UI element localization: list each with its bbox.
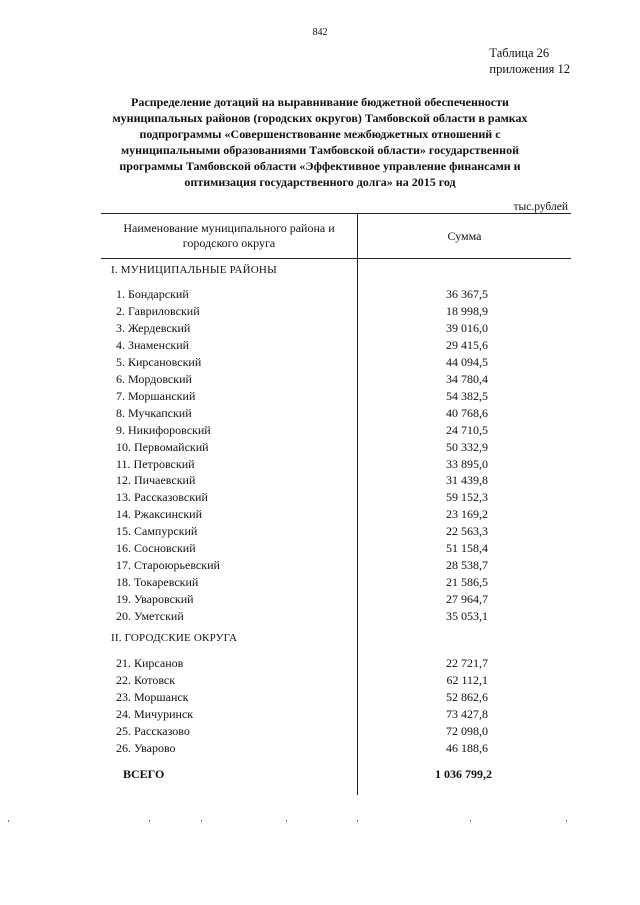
row-value: 54 382,5 [446,389,488,403]
title-line: муниципальными образованиями Тамбовской области» государственной [120,143,519,157]
row-value: 35 053,1 [446,609,488,623]
row-value: 50 332,9 [446,440,488,454]
row-name: 18. Токаревский [116,575,199,589]
header-name-line-2: городского округа [182,236,276,250]
row-value: 21 586,5 [446,575,488,589]
row-name: 15. Сампурский [116,524,198,538]
row-name: 5. Кирсановский [116,355,202,369]
column-divider [357,257,358,795]
row-name: 7. Моршанский [116,389,196,403]
header-sum-column: Сумма [447,228,482,243]
row-name: 19. Уваровский [116,592,194,606]
row-name: 20. Уметский [116,609,184,623]
row-value: 73 427,8 [446,707,488,721]
row-name: 8. Мучкапский [116,406,192,420]
section-title: I. МУНИЦИПАЛЬНЫЕ РАЙОНЫ [111,264,277,276]
row-value: 39 016,0 [446,321,488,335]
units-label: тыс.рублей [513,201,568,213]
row-name: 11. Петровский [116,457,195,471]
row-value: 59 152,3 [446,490,488,504]
row-name: 9. Никифоровский [116,423,211,437]
row-name: 6. Мордовский [116,372,192,386]
row-value: 51 158,4 [446,541,488,555]
row-name: 23. Моршанск [116,690,189,704]
row-name: 26. Уварово [116,741,176,755]
row-name: 22. Котовск [116,673,176,687]
page-number: 842 [312,27,328,38]
row-value: 18 998,9 [446,304,488,318]
row-name: 2. Гавриловский [116,304,200,318]
total-label: ВСЕГО [123,767,165,781]
row-name: 17. Староюрьевский [116,558,220,572]
row-name: 3. Жердевский [116,321,191,335]
row-name: 14. Ржаксинский [116,507,202,521]
row-value: 52 862,6 [446,690,488,704]
row-name: 4. Знаменский [116,338,190,352]
scan-specks [0,820,640,830]
row-value: 46 188,6 [446,741,488,755]
row-name: 16. Сосновский [116,541,196,555]
row-name: 10. Первомайский [116,440,209,454]
row-name: 1. Бондарский [116,287,189,301]
row-value: 22 721,7 [446,656,488,670]
row-value: 24 710,5 [446,423,488,437]
table-header [101,213,571,259]
section-title: II. ГОРОДСКИЕ ОКРУГА [111,632,238,644]
row-value: 28 538,7 [446,558,488,572]
header-name-column [101,214,358,258]
row-name: 24. Мичуринск [116,707,194,721]
row-value: 23 169,2 [446,507,488,521]
table-caption [489,45,570,77]
title-line: программы Тамбовской области «Эффективное управление финансами и [119,159,521,173]
row-value: 27 964,7 [446,592,488,606]
row-value: 31 439,8 [446,473,488,487]
header-name-line-1: Наименование муниципального района и [123,221,335,235]
title-line: Распределение дотаций на выравнивание бюджетной обеспеченности [131,95,509,109]
row-value: 34 780,4 [446,372,488,386]
row-name: 12. Пичаевский [116,473,196,487]
row-value: 36 367,5 [446,287,488,301]
caption-line-1: Таблица 26 [489,46,550,60]
title-line: муниципальных районов (городских округов) Тамбовской области в рамках [112,111,528,125]
row-value: 29 415,6 [446,338,488,352]
row-name: 13. Рассказовский [116,490,208,504]
row-value: 22 563,3 [446,524,488,538]
caption-line-2: приложения 12 [489,62,570,76]
row-name: 21. Кирсанов [116,656,184,670]
row-value: 62 112,1 [446,673,488,687]
title-line: подпрограммы «Совершенствование межбюджетных отношений с [139,127,501,141]
row-value: 72 098,0 [446,724,488,738]
total-value: 1 036 799,2 [435,767,492,781]
row-name: 25. Рассказово [116,724,190,738]
row-value: 40 768,6 [446,406,488,420]
document-title [90,94,550,190]
row-value: 33 895,0 [446,457,488,471]
title-line: оптимизация государственного долга» на 2015 год [184,175,456,189]
row-value: 44 094,5 [446,355,488,369]
